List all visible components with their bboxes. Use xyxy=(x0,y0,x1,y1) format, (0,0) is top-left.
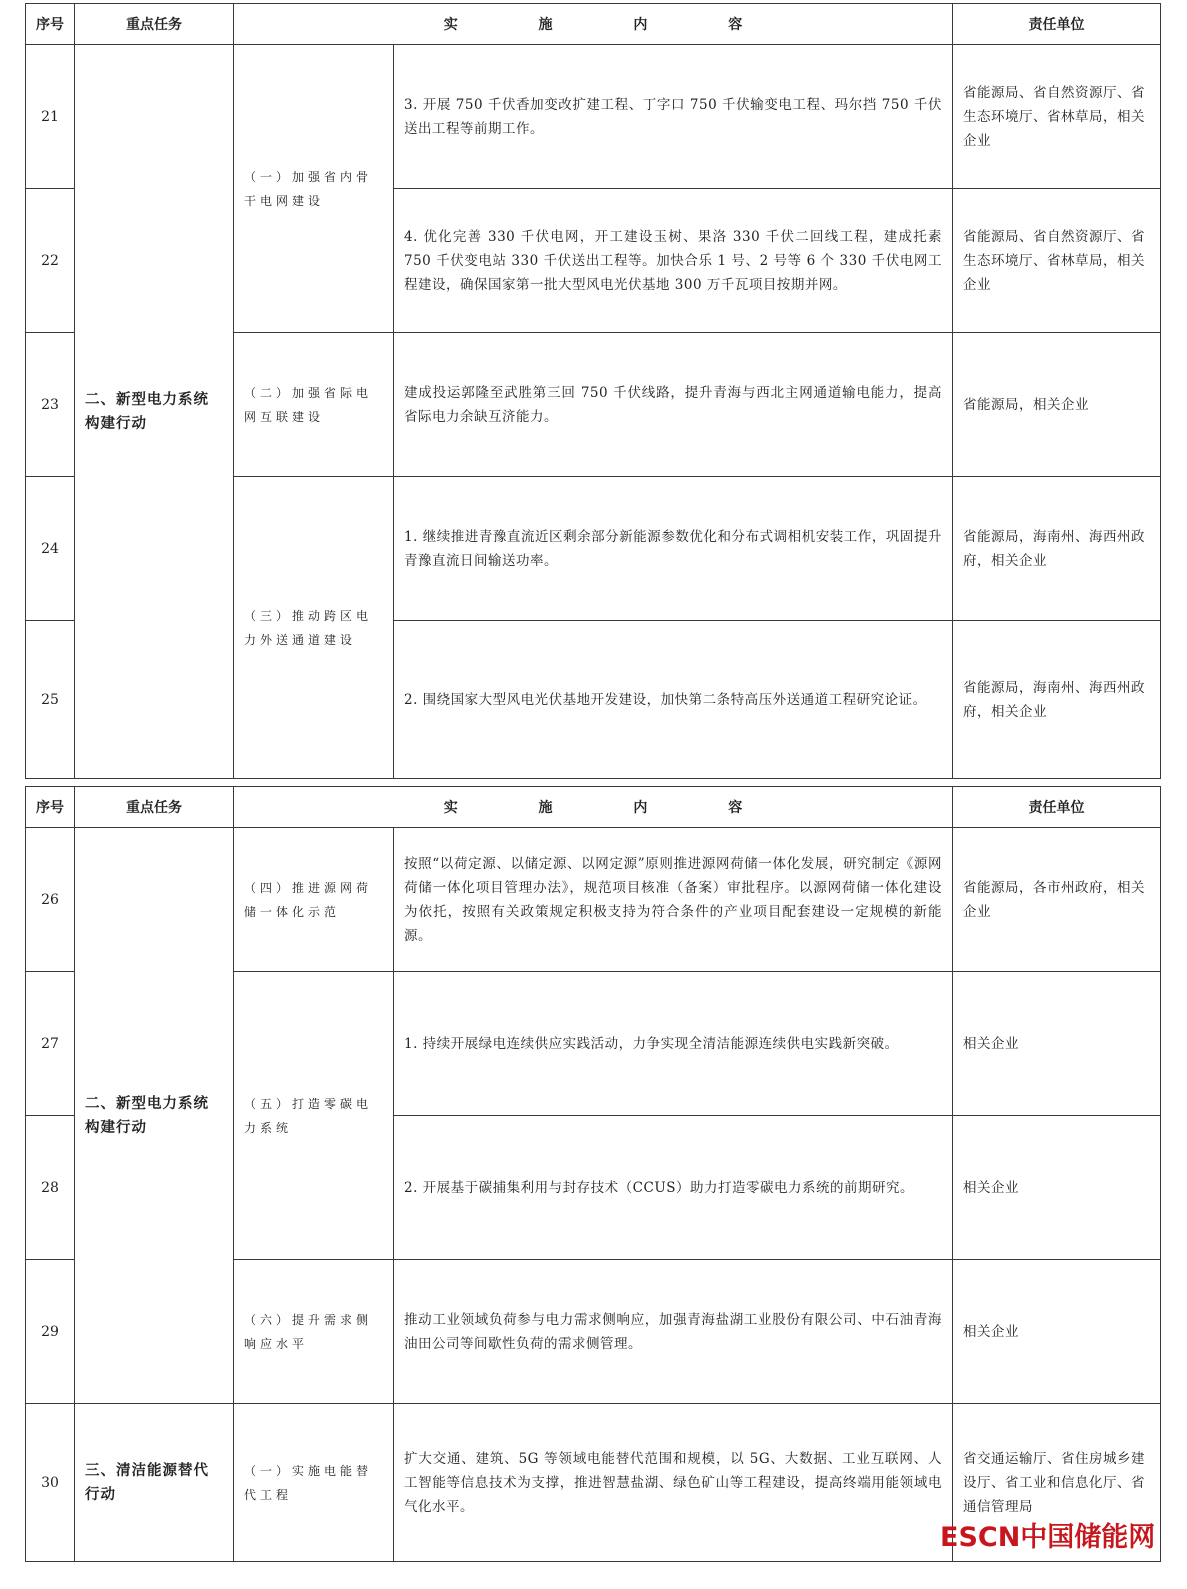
sub-task: （二）加强省际电网互联建设 xyxy=(234,333,394,477)
sub-task: （六）提升需求侧响应水平 xyxy=(234,1260,394,1404)
row-unit: 相关企业 xyxy=(953,972,1161,1116)
row-content: 建成投运郭隆至武胜第三回 750 千伏线路，提升青海与西北主网通道输电能力，提高省际电力余缺互济能力。 xyxy=(394,333,953,477)
row-seq: 21 xyxy=(26,45,75,189)
header-unit: 责任单位 xyxy=(953,4,1161,45)
row-seq: 29 xyxy=(26,1260,75,1404)
table-header-row xyxy=(26,4,1161,45)
row-seq: 22 xyxy=(26,189,75,333)
row-unit: 省能源局，海南州、海西州政府，相关企业 xyxy=(953,621,1161,779)
row-unit: 省能源局、省自然资源厅、省生态环境厅、省林草局，相关企业 xyxy=(953,45,1161,189)
escn-watermark: ESCN中国储能网 xyxy=(940,1522,1156,1553)
row-content: 4. 优化完善 330 千伏电网，开工建设玉树、果洛 330 千伏二回线工程，建成托素 750 千伏变电站 330 千伏送出工程等。加快合乐 1 号、2 号等 6 个 330 千伏电网工程建设，确保国家第一批大型风电光伏基地 300 万千瓦项目按期并网。 xyxy=(394,189,953,333)
header-content: 实 施 内 容 xyxy=(234,787,953,828)
header-task: 重点任务 xyxy=(75,787,234,828)
key-task: 二、新型电力系统构建行动 xyxy=(75,45,234,779)
row-seq: 26 xyxy=(26,828,75,972)
row-content: 3. 开展 750 千伏香加变改扩建工程、丁字口 750 千伏输变电工程、玛尔挡 750 千伏送出工程等前期工作。 xyxy=(394,45,953,189)
table-row xyxy=(26,828,1161,972)
row-content: 扩大交通、建筑、5G 等领域电能替代范围和规模，以 5G、大数据、工业互联网、人工智能等信息技术为支撑，推进智慧盐湖、绿色矿山等工程建设，提高终端用能领域电气化水平。 xyxy=(394,1404,953,1562)
sub-task: （四）推进源网荷储一体化示范 xyxy=(234,828,394,972)
key-task: 二、新型电力系统构建行动 xyxy=(75,828,234,1404)
row-content: 1. 持续开展绿电连续供应实践活动，力争实现全清洁能源连续供电实践新突破。 xyxy=(394,972,953,1116)
row-unit: 省能源局、省自然资源厅、省生态环境厅、省林草局，相关企业 xyxy=(953,189,1161,333)
row-content: 按照“以荷定源、以储定源、以网定源”原则推进源网荷储一体化发展，研究制定《源网荷储一体化项目管理办法》，规范项目核准（备案）审批程序。以源网荷储一体化建设为依托，按照有关政策规定积极支持为符合条件的产业项目配套建设一定规模的新能源。 xyxy=(394,828,953,972)
header-task: 重点任务 xyxy=(75,4,234,45)
row-unit: 省能源局，海南州、海西州政府，相关企业 xyxy=(953,477,1161,621)
table-row xyxy=(26,45,1161,189)
implementation-table-1 xyxy=(25,3,1161,779)
row-unit: 省能源局，相关企业 xyxy=(953,333,1161,477)
row-seq: 24 xyxy=(26,477,75,621)
row-unit: 相关企业 xyxy=(953,1260,1161,1404)
header-seq: 序号 xyxy=(26,4,75,45)
row-content: 2. 围绕国家大型风电光伏基地开发建设，加快第二条特高压外送通道工程研究论证。 xyxy=(394,621,953,779)
row-unit: 省交通运输厅、省住房城乡建设厅、省工业和信息化厅、省通信管理局 xyxy=(953,1404,1161,1562)
row-seq: 28 xyxy=(26,1116,75,1260)
sub-task: （五）打造零碳电力系统 xyxy=(234,972,394,1260)
row-content: 1. 继续推进青豫直流近区剩余部分新能源参数优化和分布式调相机安装工作，巩固提升青豫直流日间输送功率。 xyxy=(394,477,953,621)
row-content: 2. 开展基于碳捕集利用与封存技术（CCUS）助力打造零碳电力系统的前期研究。 xyxy=(394,1116,953,1260)
key-task: 三、清洁能源替代行动 xyxy=(75,1404,234,1562)
sub-task: （一）加强省内骨干电网建设 xyxy=(234,45,394,333)
row-seq: 27 xyxy=(26,972,75,1116)
row-seq: 25 xyxy=(26,621,75,779)
row-unit: 省能源局，各市州政府，相关企业 xyxy=(953,828,1161,972)
sub-task: （一）实施电能替代工程 xyxy=(234,1404,394,1562)
row-unit: 相关企业 xyxy=(953,1116,1161,1260)
row-content: 推动工业领域负荷参与电力需求侧响应，加强青海盐湖工业股份有限公司、中石油青海油田公司等间歇性负荷的需求侧管理。 xyxy=(394,1260,953,1404)
header-unit: 责任单位 xyxy=(953,787,1161,828)
header-seq: 序号 xyxy=(26,787,75,828)
sub-task: （三）推动跨区电力外送通道建设 xyxy=(234,477,394,779)
implementation-table-2 xyxy=(25,786,1161,1562)
row-seq: 23 xyxy=(26,333,75,477)
table-header-row xyxy=(26,787,1161,828)
row-seq: 30 xyxy=(26,1404,75,1562)
header-content: 实 施 内 容 xyxy=(234,4,953,45)
